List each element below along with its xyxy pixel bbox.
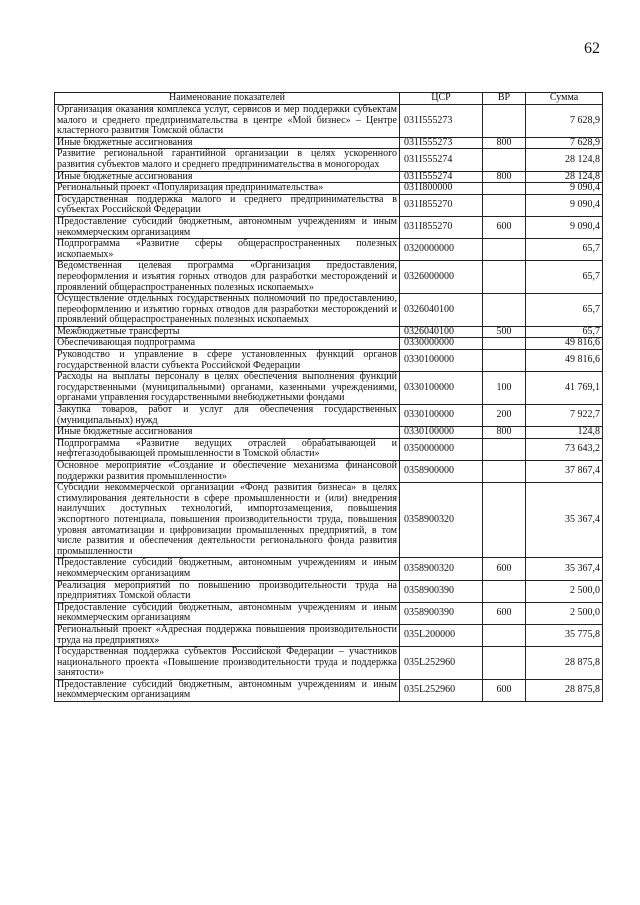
row-csr: 0358900320 [400, 558, 483, 580]
row-sum: 49 816,6 [526, 350, 603, 372]
row-vr: 600 [483, 679, 526, 701]
table-row [55, 438, 603, 460]
table-row [55, 647, 603, 680]
row-vr: 100 [483, 372, 526, 405]
table-row [55, 326, 603, 338]
row-vr [483, 438, 526, 460]
row-name: Предоставление субсидий бюджетным, автономным учреждениям и иным некоммерческим организациям [55, 216, 400, 238]
table-row [55, 338, 603, 350]
row-sum: 28 875,8 [526, 647, 603, 680]
row-vr [483, 149, 526, 171]
header-sum: Сумма [526, 93, 603, 105]
row-sum: 28 124,8 [526, 171, 603, 183]
row-name: Предоставление субсидий бюджетным, автономным учреждениям и иным некоммерческим организациям [55, 558, 400, 580]
row-vr [483, 294, 526, 327]
row-sum: 35 367,4 [526, 483, 603, 558]
row-name: Региональный проект «Популяризация предпринимательства» [55, 183, 400, 195]
row-vr [483, 338, 526, 350]
table-row [55, 405, 603, 427]
row-sum: 9 090,4 [526, 194, 603, 216]
row-vr: 800 [483, 171, 526, 183]
row-csr: 0330100000 [400, 427, 483, 439]
row-csr: 031I555273 [400, 137, 483, 149]
row-sum: 41 769,1 [526, 372, 603, 405]
row-csr: 035L200000 [400, 624, 483, 646]
row-vr: 600 [483, 558, 526, 580]
row-csr: 0320000000 [400, 239, 483, 261]
row-csr: 035L252960 [400, 679, 483, 701]
row-vr [483, 183, 526, 195]
row-vr: 600 [483, 216, 526, 238]
row-name: Иные бюджетные ассигнования [55, 137, 400, 149]
table-row [55, 483, 603, 558]
table-header-row [55, 93, 603, 105]
row-name: Межбюджетные трансферты [55, 326, 400, 338]
row-name: Реализация мероприятий по повышению производительности труда на предприятиях Томской области [55, 580, 400, 602]
row-name: Подпрограмма «Развитие сферы общераспространенных полезных ископаемых» [55, 239, 400, 261]
row-vr [483, 647, 526, 680]
row-csr: 0330100000 [400, 372, 483, 405]
row-sum: 49 816,6 [526, 338, 603, 350]
header-csr: ЦСР [400, 93, 483, 105]
row-name: Руководство и управление в сфере установленных функций органов государственной власти субъекта Российской Федерации [55, 350, 400, 372]
row-sum: 9 090,4 [526, 216, 603, 238]
row-sum: 35 367,4 [526, 558, 603, 580]
row-csr: 0358900000 [400, 461, 483, 483]
row-csr: 0358900390 [400, 602, 483, 624]
table-row [55, 580, 603, 602]
table-row [55, 183, 603, 195]
row-vr [483, 350, 526, 372]
row-vr: 500 [483, 326, 526, 338]
row-sum: 35 775,8 [526, 624, 603, 646]
row-name: Обеспечивающая подпрограмма [55, 338, 400, 350]
row-sum: 2 500,0 [526, 580, 603, 602]
row-name: Субсидии некоммерческой организации «Фонд развития бизнеса» в целях стимулирования деятельности в сфере промышленности и (или) внедрения наилучших доступных технологий, импортозамещения, повышения экспортного потенциала, повышения производительности труда, повышения уровня автоматизации и цифровизации промышленных предприятий, в том числе развития и обеспечения деятельности регионального фонда развития промышленности [55, 483, 400, 558]
table-row [55, 558, 603, 580]
row-vr [483, 461, 526, 483]
row-csr: 0330000000 [400, 338, 483, 350]
table-row [55, 602, 603, 624]
row-vr [483, 194, 526, 216]
header-name: Наименование показателей [55, 93, 400, 105]
row-vr [483, 105, 526, 138]
row-csr: 0330100000 [400, 405, 483, 427]
row-vr: 800 [483, 427, 526, 439]
row-vr: 200 [483, 405, 526, 427]
row-csr: 031I555274 [400, 171, 483, 183]
row-name: Предоставление субсидий бюджетным, автономным учреждениям и иным некоммерческим организациям [55, 602, 400, 624]
row-csr: 031I855270 [400, 216, 483, 238]
row-vr [483, 483, 526, 558]
row-csr: 031I555273 [400, 105, 483, 138]
row-name: Региональный проект «Адресная поддержка повышения производительности труда на предприятиях» [55, 624, 400, 646]
row-sum: 65,7 [526, 261, 603, 294]
row-vr: 800 [483, 137, 526, 149]
row-csr: 035L252960 [400, 647, 483, 680]
row-csr: 0350000000 [400, 438, 483, 460]
row-sum: 2 500,0 [526, 602, 603, 624]
table-row [55, 679, 603, 701]
page-number: 62 [584, 40, 600, 57]
row-csr: 0358900390 [400, 580, 483, 602]
row-csr: 0326040100 [400, 326, 483, 338]
budget-table [54, 92, 603, 702]
table-row [55, 624, 603, 646]
row-sum: 7 628,9 [526, 105, 603, 138]
row-sum: 124,8 [526, 427, 603, 439]
table-row [55, 105, 603, 138]
row-vr: 600 [483, 602, 526, 624]
row-name: Государственная поддержка субъектов Российской Федерации – участников национального проекта «Повышение производительности труда и поддержка занятости» [55, 647, 400, 680]
table-row [55, 216, 603, 238]
row-name: Расходы на выплаты персоналу в целях обеспечения выполнения функций государственными (муниципальными) органами, казенными учреждениями, органами управления государственными внебюджетными фондами [55, 372, 400, 405]
row-name: Подпрограмма «Развитие ведущих отраслей обрабатывающей и нефтегазодобывающей промышленности в Томской области» [55, 438, 400, 460]
table-row [55, 194, 603, 216]
row-sum: 7 922,7 [526, 405, 603, 427]
table-row [55, 427, 603, 439]
row-name: Предоставление субсидий бюджетным, автономным учреждениям и иным некоммерческим организациям [55, 679, 400, 701]
row-sum: 7 628,9 [526, 137, 603, 149]
table-row [55, 149, 603, 171]
row-sum: 9 090,4 [526, 183, 603, 195]
table-row [55, 239, 603, 261]
table-row [55, 461, 603, 483]
table-row [55, 294, 603, 327]
row-name: Организация оказания комплекса услуг, сервисов и мер поддержки субъектам малого и среднего предпринимательства в центре «Мой бизнес» – Центре кластерного развития Томской области [55, 105, 400, 138]
row-name: Основное мероприятие «Создание и обеспечение механизма финансовой поддержки развития промышленности» [55, 461, 400, 483]
row-name: Иные бюджетные ассигнования [55, 427, 400, 439]
row-csr: 0326000000 [400, 261, 483, 294]
row-csr: 031I555274 [400, 149, 483, 171]
row-csr: 0330100000 [400, 350, 483, 372]
row-csr: 0358900320 [400, 483, 483, 558]
row-sum: 65,7 [526, 294, 603, 327]
row-sum: 65,7 [526, 239, 603, 261]
table-row [55, 137, 603, 149]
row-name: Иные бюджетные ассигнования [55, 171, 400, 183]
row-name: Развитие региональной гарантийной организации в целях ускоренного развития субъектов малого и среднего предпринимательства в моногородах [55, 149, 400, 171]
row-vr [483, 580, 526, 602]
row-sum: 37 867,4 [526, 461, 603, 483]
row-name: Закупка товаров, работ и услуг для обеспечения государственных (муниципальных) нужд [55, 405, 400, 427]
table-row [55, 261, 603, 294]
table-row [55, 350, 603, 372]
table-row [55, 171, 603, 183]
row-vr [483, 624, 526, 646]
row-sum: 65,7 [526, 326, 603, 338]
row-sum: 28 875,8 [526, 679, 603, 701]
row-sum: 73 643,2 [526, 438, 603, 460]
row-name: Осуществление отдельных государственных полномочий по предоставлению, переоформлению и изъятию горных отводов для разработки месторождений и проявлений общераспространенных полезных ископаемых [55, 294, 400, 327]
row-csr: 0326040100 [400, 294, 483, 327]
row-vr [483, 261, 526, 294]
header-vr: ВР [483, 93, 526, 105]
table-row [55, 372, 603, 405]
row-sum: 28 124,8 [526, 149, 603, 171]
row-csr: 031I855270 [400, 194, 483, 216]
row-vr [483, 239, 526, 261]
row-csr: 031I800000 [400, 183, 483, 195]
row-name: Государственная поддержка малого и среднего предпринимательства в субъектах Российской Федерации [55, 194, 400, 216]
row-name: Ведомственная целевая программа «Организация предоставления, переоформления и изъятия горных отводов для разработки месторождений и проявлений общераспространенных полезных ископаемых» [55, 261, 400, 294]
